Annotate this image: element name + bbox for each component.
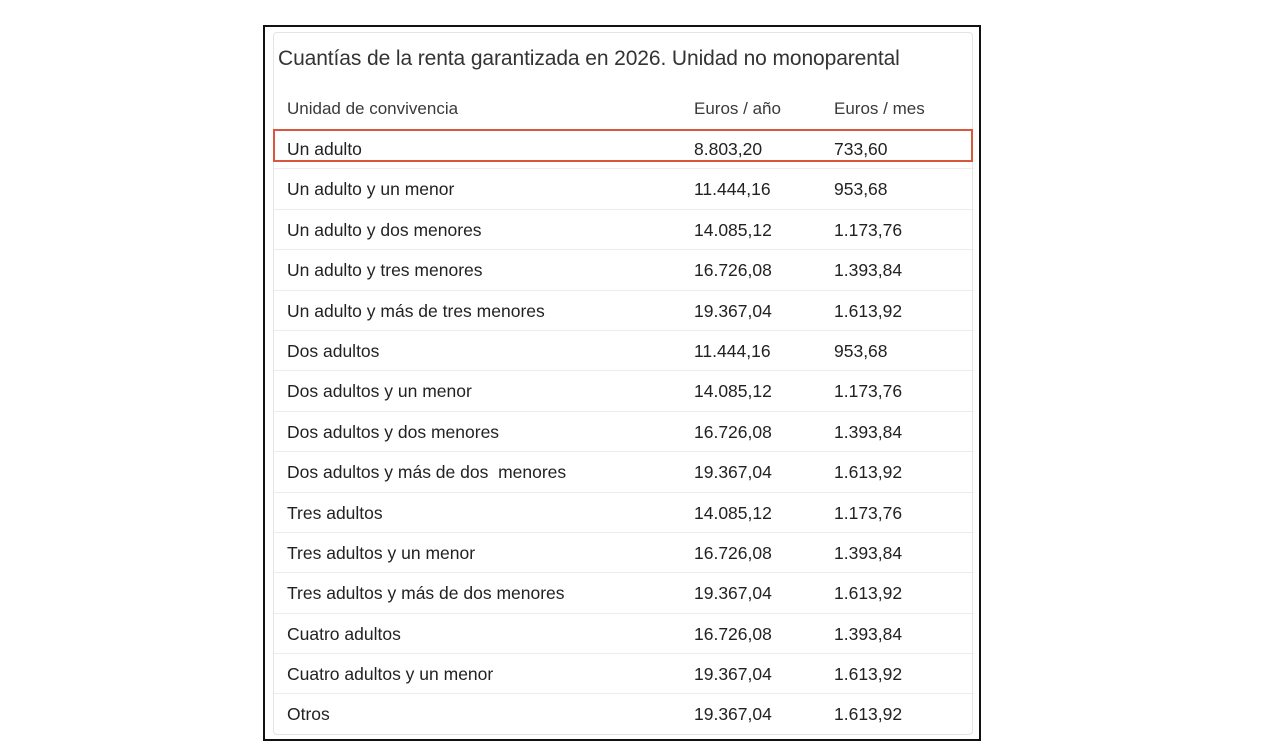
table-header xyxy=(274,89,974,129)
table-row xyxy=(274,452,974,492)
table-row xyxy=(274,614,974,654)
cell-euros-mes: 1.613,92 xyxy=(834,583,903,604)
cell-euros-ano: 19.367,04 xyxy=(694,583,772,604)
cell-unidad: Dos adultos y más de dos menores xyxy=(287,462,567,483)
cell-euros-mes: 1.173,76 xyxy=(834,219,903,240)
cell-euros-ano: 19.367,04 xyxy=(694,462,772,483)
cell-unidad: Tres adultos xyxy=(287,502,383,523)
table-row xyxy=(274,573,974,613)
header-unidad: Unidad de convivencia xyxy=(287,99,459,118)
cell-euros-mes: 733,60 xyxy=(834,139,888,159)
cell-euros-mes: 1.393,84 xyxy=(834,542,903,563)
cell-unidad: Cuatro adultos xyxy=(287,623,401,644)
cell-euros-ano: 19.367,04 xyxy=(694,300,772,321)
cell-euros-mes: 1.393,84 xyxy=(834,260,903,281)
header-euros-ano: Euros / año xyxy=(694,99,781,118)
table-row xyxy=(274,533,974,573)
cell-unidad: Tres adultos y un menor xyxy=(287,542,476,563)
cell-euros-mes: 1.393,84 xyxy=(834,623,903,644)
cell-euros-mes: 1.613,92 xyxy=(834,462,903,483)
cell-unidad: Un adulto y más de tres menores xyxy=(287,300,545,321)
table-row xyxy=(274,412,974,452)
cell-unidad: Un adulto y tres menores xyxy=(287,260,483,281)
cell-euros-ano: 8.803,20 xyxy=(694,139,763,159)
cell-euros-ano: 19.367,04 xyxy=(694,664,772,685)
screenshot-frame xyxy=(263,25,981,741)
cell-euros-ano: 11.444,16 xyxy=(694,179,771,200)
table-row xyxy=(274,250,974,290)
header-euros-mes: Euros / mes xyxy=(834,99,925,118)
cell-euros-ano: 14.085,12 xyxy=(694,381,772,402)
cell-unidad: Un adulto y un menor xyxy=(287,179,455,200)
cell-euros-mes: 1.173,76 xyxy=(834,502,903,523)
cell-unidad: Otros xyxy=(287,704,330,725)
cell-euros-mes: 1.613,92 xyxy=(834,664,903,685)
cell-euros-ano: 11.444,16 xyxy=(694,340,771,361)
cell-unidad: Un adulto y dos menores xyxy=(287,219,482,240)
table-row xyxy=(274,493,974,533)
table-row xyxy=(274,371,974,411)
table-card xyxy=(273,32,973,735)
table-row xyxy=(274,129,974,169)
table-row xyxy=(274,169,974,209)
cell-euros-mes: 1.613,92 xyxy=(834,704,903,725)
cell-euros-ano: 16.726,08 xyxy=(694,542,772,563)
cell-euros-ano: 14.085,12 xyxy=(694,219,772,240)
table-body xyxy=(274,129,974,735)
cell-euros-mes: 1.393,84 xyxy=(834,421,903,442)
cell-euros-ano: 14.085,12 xyxy=(694,502,772,523)
cell-unidad: Dos adultos y dos menores xyxy=(287,421,500,442)
cell-unidad: Cuatro adultos y un menor xyxy=(287,664,494,685)
cell-euros-ano: 16.726,08 xyxy=(694,260,772,281)
cell-unidad: Dos adultos y un menor xyxy=(287,381,472,402)
cell-euros-mes: 953,68 xyxy=(834,179,888,200)
table-row xyxy=(274,331,974,371)
cell-euros-mes: 953,68 xyxy=(834,340,888,361)
cell-euros-mes: 1.613,92 xyxy=(834,300,903,321)
cell-unidad: Tres adultos y más de dos menores xyxy=(287,583,565,604)
table-row xyxy=(274,654,974,694)
table-row xyxy=(274,210,974,250)
cell-unidad: Dos adultos xyxy=(287,340,380,361)
cell-euros-ano: 16.726,08 xyxy=(694,623,772,644)
cell-euros-ano: 16.726,08 xyxy=(694,421,772,442)
cell-euros-mes: 1.173,76 xyxy=(834,381,903,402)
cell-unidad: Un adulto xyxy=(287,139,362,159)
table-title: Cuantías de la renta garantizada en 2026. Unidad no monoparental xyxy=(278,47,900,70)
table-row xyxy=(274,291,974,331)
table-row xyxy=(274,694,974,734)
cell-euros-ano: 19.367,04 xyxy=(694,704,772,725)
